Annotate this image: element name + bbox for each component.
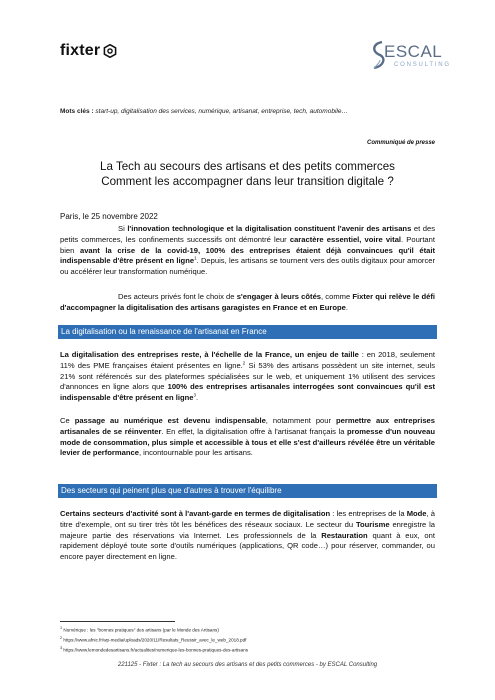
text-run-bold: avant la crise de la covid-19, 100% des entreprises étaient déjà convaincues qu'il était indispensable d'être présent en ligne [60, 245, 435, 266]
fixter-logo [60, 42, 117, 60]
footnote-number: 3 [60, 646, 63, 650]
title-line-2: Comment les accompagner dans leur transition digitale ? [101, 175, 394, 188]
footnote-ref: 1 [194, 255, 197, 261]
title-line-1: La Tech au secours des artisans et des petits commerces [100, 160, 395, 173]
text-run-bold: caractère essentiel, voire vital [289, 234, 402, 244]
footnote-2[interactable] [60, 636, 246, 643]
footnote-text: Numérique : les "bonnes pratiques" des artisans (par le Monde des Artisans) [62, 627, 219, 633]
text-run: quant à eux, ont rapidement déployé toute sorte d'outils numériques (applications, QR code…) pour réserver, commander, ou encore payer directement en ligne. [60, 530, 435, 562]
escal-logo-text: ESCAL [384, 42, 443, 61]
text-run: Si [118, 224, 128, 233]
text-run: , à titre d'exemple, ont su tirer très tôt les bénéfices des réseaux sociaux. Le secteur du [60, 509, 435, 529]
footnote-ref: 2 [242, 360, 246, 366]
text-run-bold: Restauration [321, 530, 368, 540]
text-run: Si 53% des artisans possèdent un site internet, seuls 21% sont référencés sur des plateformes spécialisées sur le web, et uniquement 1% utilisent des services d'annonces en ligne alors que [60, 360, 435, 392]
text-run-bold: l'innovation technologique et la digitalisation constituent l'avenir des artisans [127, 224, 412, 233]
text-run: : en 2018, seulement 11% des PME françaises étaient présentes en ligne. [60, 350, 435, 370]
text-run-bold: Fixter qui relève le défi d'accompagner la digitalisation des artisans garagistes en France et en Europe [60, 292, 435, 312]
text-run: et des petits commerces, les confinements successifs ont démontré leur [60, 224, 436, 244]
text-run: . [195, 393, 199, 403]
text-run-bold: Mode [406, 509, 427, 518]
keywords-line [60, 108, 440, 115]
text-run: enregistre la majeure partie des réservations via Internet. Les professionnels de la [60, 519, 435, 540]
document-title [60, 159, 435, 189]
footnote-divider [60, 621, 175, 622]
escal-logo [368, 30, 451, 78]
footnote-link[interactable]: https://www.afnic.fr/wp-media/uploads/2020/11/Resultats_Reussir_avec_le_web_2018.pdf [62, 637, 247, 643]
footnote-link[interactable]: https://www.lemondedesartisans.fr/actualites/numerique-les-bonnes-pratiques-des-artisans [62, 647, 249, 653]
footnote-number: 1 [60, 626, 63, 630]
text-run: Ce [60, 416, 75, 425]
footnote-1 [60, 626, 219, 633]
text-run-bold: permettre aux entreprises artisanales de se réinventer [60, 416, 435, 436]
text-run: Des acteurs privés font le choix de [118, 292, 237, 301]
footnote-number: 2 [60, 636, 63, 640]
footnote-3[interactable] [60, 646, 248, 653]
press-release-label: Communiqué de presse [366, 140, 435, 146]
escal-logo-subtext: CONSULTING [394, 62, 451, 68]
section1-paragraph-2 [60, 416, 435, 459]
text-run: , comme [321, 292, 353, 301]
document-date: Paris, le 25 novembre 2022 [60, 212, 158, 221]
text-run: . Pourtant bien [60, 234, 435, 255]
text-run: . En effet, la digitalisation offre à l'artisanat français la [161, 426, 348, 436]
keywords-text: start-up, digitalisation des services, numérique, artisanat, entreprise, tech, automobile… [93, 108, 348, 115]
text-run-bold: Tourisme [355, 519, 390, 529]
intro-paragraph-1 [60, 224, 435, 278]
section-heading-1: La digitalisation ou la renaissance de l'artisanat en France [58, 325, 437, 339]
text-run-bold: passage au numérique est devenu indispensable [74, 416, 266, 425]
section-heading-2: Des secteurs qui peinent plus que d'autres à trouver l'équilibre [58, 484, 437, 498]
intro-paragraph-2 [60, 292, 435, 314]
text-run: : les entreprises de la [330, 509, 407, 518]
section1-paragraph-1 [60, 350, 435, 404]
section2-paragraph-1 [60, 509, 435, 563]
keywords-label: Mots clés : [60, 108, 94, 115]
text-run-bold: s'engager à leurs côtés [236, 292, 322, 301]
text-run-bold: promesse d'un nouveau mode de consommation, plus simple et accessible à tous et elle s'est d'ailleurs révélée être un véritable levier de performance [60, 426, 435, 458]
text-run: . Depuis, les artisans se tournent vers des outils digitaux pour amorcer ou accélérer leur transformation numérique. [60, 256, 435, 277]
text-run-bold: La digitalisation des entreprises reste, à l'échelle de la France, un enjeu de taille [60, 350, 359, 359]
text-run: , incontournable pour les artisans. [138, 448, 253, 458]
text-run-bold: Certains secteurs d'activité sont à l'avant-garde en termes de digitalisation [60, 509, 331, 518]
text-run: . [345, 302, 348, 312]
fixter-logo-icon [103, 44, 117, 58]
text-run-bold: 100% des entreprises artisanales interrogées sont convaincues qu'il est indispensable d'être présent en ligne [60, 382, 435, 403]
fixter-logo-text: fixter [60, 42, 101, 59]
page-footer: 221125 - Fixter : La tech au secours des artisans et des petits commerces - by ESCAL Consulting [117, 662, 378, 668]
text-run: , notamment pour [265, 416, 336, 425]
footnote-ref: 3 [193, 392, 196, 398]
